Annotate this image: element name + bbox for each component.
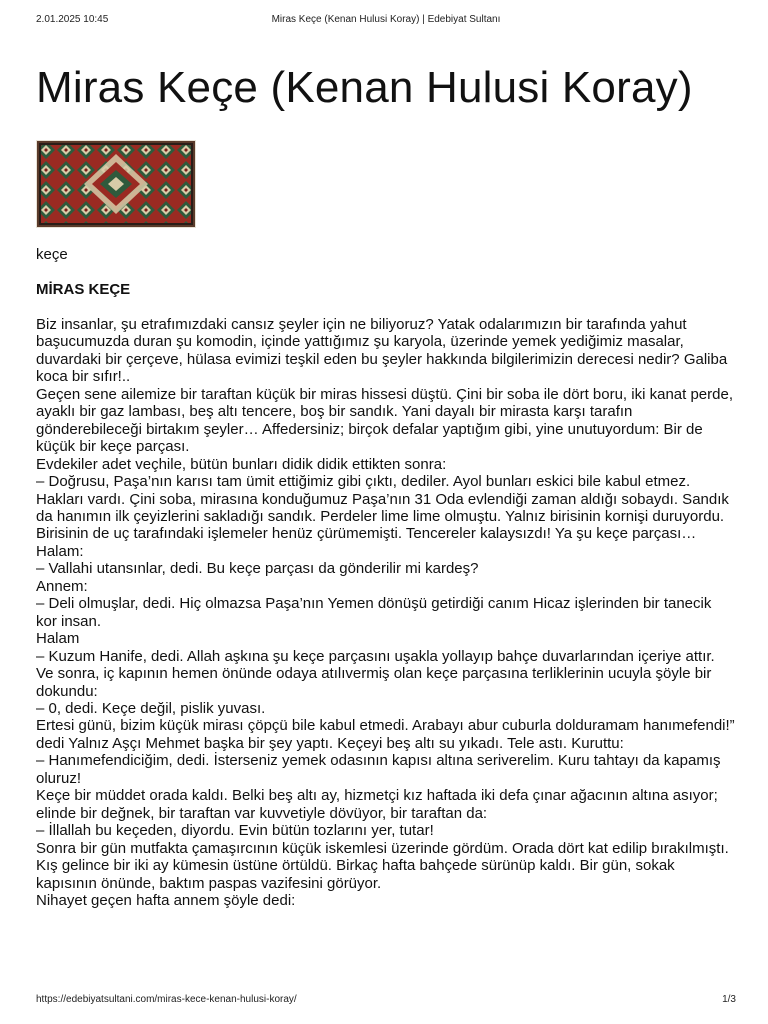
paragraph: – Deli olmuşlar, dedi. Hiç olmazsa Paşa’nın Yemen dönüşü getirdiği canım Hicaz işlerinden bir tanecik kor insan. (36, 595, 712, 630)
article (36, 60, 736, 909)
paragraph: – 0, dedi. Keçe değil, pislik yuvası. (36, 699, 266, 717)
paragraph: – Hanımefendiciğim, dedi. İsterseniz yemek odasının kapısı altına seriverelim. Kuru tahtayı da kapamış oluruz! (36, 752, 721, 787)
paragraph: – Kuzum Hanife, dedi. Allah aşkına şu keçe parçasını uşakla yollayıp bahçe duvarlarından içeriye attır. (36, 647, 715, 665)
paragraph: Hakları vardı. Çini soba, mirasına konduğumuz Paşa’nın 31 Oda evlendiği zaman aldığı sobaydı. Sandık da hanımın ilk çeyizlerini sakladığı sandık. Perdeler lime lime olmuştu. Yalnız birisinin kornişi duruyordu. Birisinin de uç tarafındaki işlemeler henüz çürümemişti. Tencereler kalaysızdı! Ya şu keçe parçası… (36, 490, 729, 543)
paragraph: Sonra bir gün mutfakta çamaşırcının küçük iskemlesi üzerinde gördüm. Orada dört kat edilip bırakılmıştı. Kış gelince bir iki ay kümesin üstüne örtüldü. Birkaç hafta bahçede sürünüp kaldı. Bir gün, sokak kapısının önünde, baktım paspas vazifesini görüyor. (36, 839, 729, 892)
paragraph: Evdekiler adet veçhile, bütün bunları didik didik ettikten sonra: (36, 455, 447, 473)
print-datetime: 2.01.2025 10:45 (36, 14, 109, 25)
article-title: Miras Keçe (Kenan Hulusi Koray) (36, 63, 693, 112)
paragraph: – Vallahi utansınlar, dedi. Bu keçe parçası da gönderilir mi kardeş? (36, 560, 479, 578)
paragraph: Ertesi günü, bizim küçük mirası çöpçü bile kabul etmedi. Arabayı abur cuburla dolduramam hanımefendi!” dedi Yalnız Aşçı Mehmet başka bir şey yaptı. Keçeyi beş altı su yıkadı. Tele astı. Kuruttu: (36, 717, 735, 752)
print-footer (36, 994, 736, 1010)
paragraph: Geçen sene ailemize bir taraftan küçük bir miras hissesi düştü. Çini bir soba ile dört boru, iki kanat perde, ayaklı bir gaz lambası, beş altı tencere, boş bir sandık. Yani dayalı bir mirasta karşı tarafın gönderebileceği birtakım şeyler… Affedersiniz; birçok defalar yaptığım gibi, yine unutuyordum: Bir de küçük bir keçe parçası. (36, 385, 733, 456)
print-page-title: Miras Keçe (Kenan Hulusi Koray) | Edebiyat Sultanı (271, 14, 501, 25)
paragraph: Ve sonra, iç kapının hemen önünde odaya atılıvermiş olan keçe parçasına terliklerinin ucuyla şöyle bir dokundu: (36, 665, 712, 700)
paragraph: Keçe bir müddet orada kaldı. Belki beş altı ay, hizmetçi kız haftada iki defa çınar ağacının altına asıyor; elinde bir değnek, bir taraftan var kuvvetiyle dövüyor, bir taraftan da: (36, 787, 718, 822)
story-heading: MİRAS KEÇE (36, 281, 131, 298)
kilim-rug-image (36, 140, 196, 228)
paragraph: – Doğrusu, Paşa’nın karısı tam ümit ettiğimiz gibi çıktı, dediler. Ayol bunları eskici bile kabul etmez. (36, 473, 691, 491)
paragraph: Nihayet geçen hafta annem şöyle dedi: (36, 891, 296, 909)
paragraph: – İllallah bu keçeden, diyordu. Evin bütün tozlarını yer, tutar! (36, 822, 434, 840)
story-body (36, 316, 736, 909)
paragraph: Halam (36, 630, 80, 648)
paragraph: Annem: (36, 577, 88, 595)
image-caption: keçe (36, 246, 68, 263)
paragraph: Biz insanlar, şu etrafımızdaki cansız şeyler için ne biliyoruz? Yatak odalarımızın bir tarafında yahut başucumuzda duran şu komodin, içinde yattığımız şu karyola, üzerinde yemek yediğimiz masalar, duvardaki bir çerçeve, hülasa evimizi teşkil eden bu şeyler hakkında bilgilerimizin derecesi nedir? Galiba koca bir sıfır!.. (36, 316, 728, 386)
print-header (36, 14, 736, 30)
page-url: https://edebiyatsultani.com/miras-kece-kenan-hulusi-koray/ (36, 994, 297, 1005)
page-number: 1/3 (722, 994, 736, 1005)
paragraph: Halam: (36, 542, 84, 560)
